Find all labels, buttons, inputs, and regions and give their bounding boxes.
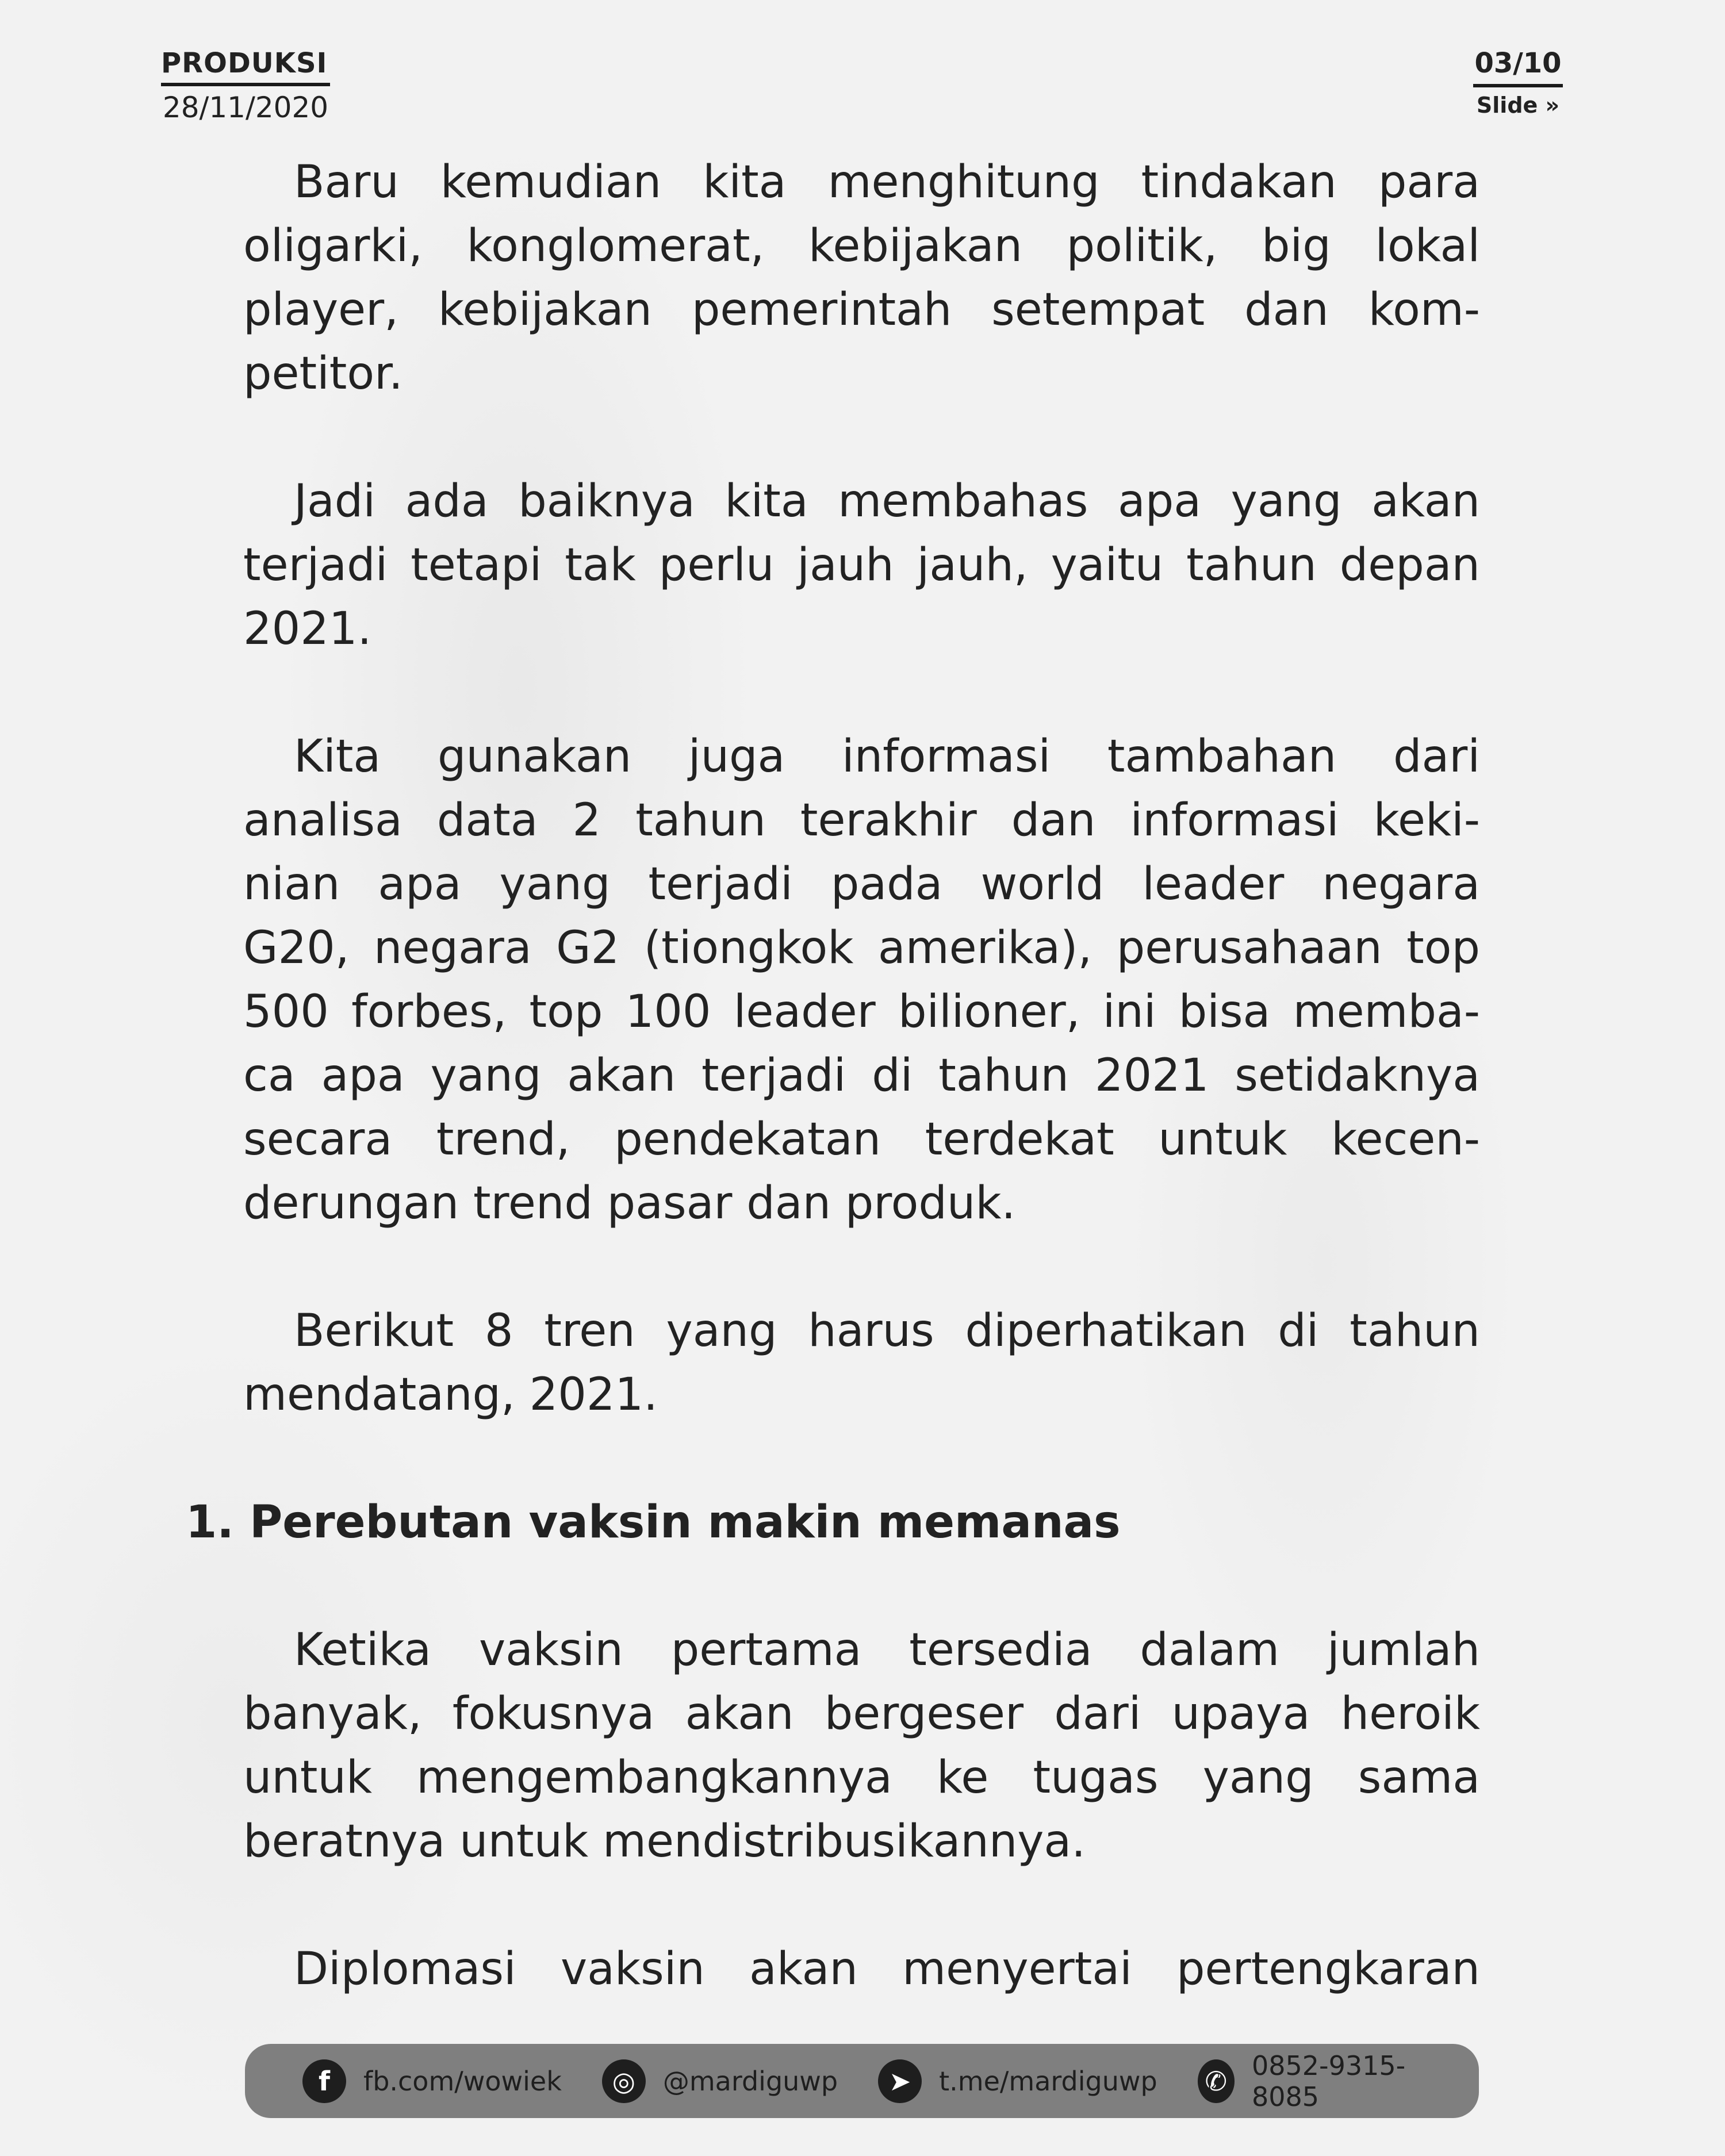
header-right	[1473, 47, 1563, 118]
text-line: 2021.	[243, 603, 372, 655]
instagram-icon: ◎	[602, 2059, 646, 2103]
contact-text: @mardiguwp	[662, 2065, 838, 2097]
paragraph	[243, 470, 1480, 661]
text-line: Ketika vaksin pertama tersedia dalam jumlah	[294, 1624, 1480, 1676]
section-title: PRODUKSI	[161, 47, 328, 79]
contact-text: t.me/mardiguwp	[939, 2065, 1157, 2097]
text-line: mendatang, 2021.	[243, 1369, 658, 1421]
text-line: analisa data 2 tahun terakhir dan informasi keki-	[243, 795, 1480, 846]
paragraph	[243, 1618, 1480, 1874]
divider	[161, 83, 330, 86]
facebook-icon: f	[302, 2059, 346, 2103]
text-line: beratnya untuk mendistribusikannya.	[243, 1816, 1086, 1867]
text-line: G20, negara G2 (tiongkok amerika), perusahaan top	[243, 922, 1480, 974]
contact-bar	[245, 2044, 1479, 2118]
contact-link[interactable]	[602, 2059, 838, 2103]
paragraph	[243, 1299, 1480, 1427]
text-line: player, kebijakan pemerintah setempat dan kom-	[243, 284, 1480, 336]
contact-text: 0852-9315-8085	[1251, 2050, 1406, 2112]
contact-link[interactable]	[1198, 2050, 1439, 2112]
article-body	[186, 151, 1480, 2065]
text-line: oligarki, konglomerat, kebijakan politik, big lokal	[243, 220, 1480, 272]
paragraph	[243, 725, 1480, 1236]
text-line: petitor.	[243, 348, 403, 400]
text-line: Kita gunakan juga informasi tambahan dari	[294, 731, 1480, 782]
section-heading: 1. Perebutan vaksin makin memanas	[186, 1497, 1121, 1548]
text-line: terjadi tetapi tak perlu jauh jauh, yaitu tahun depan	[243, 539, 1480, 591]
telegram-icon: ➤	[878, 2059, 922, 2103]
header-left	[161, 47, 330, 124]
divider	[1473, 84, 1563, 87]
text-line: 500 forbes, top 100 leader bilioner, ini bisa memba-	[243, 986, 1480, 1038]
text-line: ca apa yang akan terjadi di tahun 2021 setidaknya	[243, 1050, 1480, 1102]
text-line: derungan trend pasar dan produk.	[243, 1177, 1016, 1229]
page-number: 03/10	[1474, 47, 1562, 79]
date: 28/11/2020	[162, 91, 329, 124]
slide-next-label[interactable]: Slide »	[1476, 93, 1560, 118]
text-line: banyak, fokusnya akan bergeser dari upaya heroik	[243, 1688, 1480, 1740]
paragraph	[243, 1938, 1480, 2001]
text-line: Jadi ada baiknya kita membahas apa yang akan	[294, 475, 1480, 527]
text-line: Baru kemudian kita menghitung tindakan para	[294, 156, 1480, 208]
contact-link[interactable]	[878, 2059, 1157, 2103]
text-line: Berikut 8 tren yang harus diperhatikan di tahun	[294, 1305, 1480, 1357]
paragraph	[243, 151, 1480, 406]
contact-text: fb.com/wowiek	[363, 2065, 562, 2097]
text-line: Diplomasi vaksin akan menyertai pertengkaran	[294, 1943, 1480, 1995]
text-line: nian apa yang terjadi pada world leader negara	[243, 858, 1480, 910]
whatsapp-icon: ✆	[1198, 2059, 1235, 2103]
text-line: untuk mengembangkannya ke tugas yang sama	[243, 1752, 1480, 1804]
text-line: secara trend, pendekatan terdekat untuk kecen-	[243, 1114, 1480, 1165]
contact-link[interactable]	[302, 2059, 562, 2103]
